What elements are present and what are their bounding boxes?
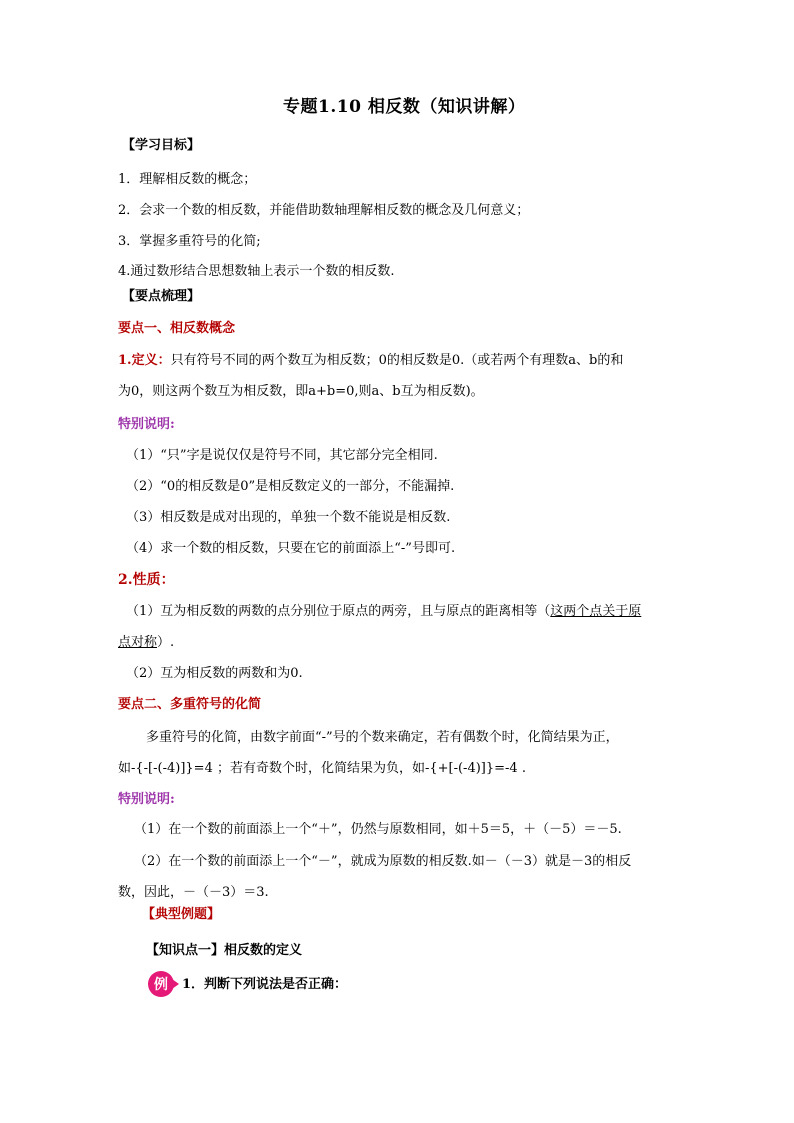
topic-header: 【知识点一】相反数的定义	[146, 943, 303, 958]
property-text: （1）互为相反数的两数的点分别位于原点的两旁，且与原点的距离相等（	[126, 604, 551, 619]
example-badge-icon: 例	[148, 971, 174, 997]
definition-line-2: 为0，则这两个数互为相反数，即a+b=0,则a、b互为相反数)。	[118, 384, 484, 399]
note-item: （1）“只”字是说仅仅是符号不同，其它部分完全相同.	[126, 448, 438, 463]
point2-paragraph-cont: 如-{-[-(-4)]}=4 ；若有奇数个时，化简结果为负，如-{+[-(-4)]}=-4 .	[118, 761, 526, 776]
property-item-1-cont	[118, 634, 174, 652]
goal-item: 3．掌握多重符号的化简;	[118, 234, 261, 249]
property-label: 2.性质：	[118, 572, 175, 588]
property-item-2: （2）互为相反数的两数和为0.	[126, 666, 303, 681]
note-item-cont: 数，因此，－（－3）＝3.	[118, 885, 269, 900]
note-item: （2）“0的相反数是0”是相反数定义的一部分，不能漏掉.	[126, 479, 455, 494]
point1-header: 要点一、相反数概念	[118, 321, 236, 336]
point2-paragraph: 多重符号的化简，由数字前面“-”号的个数来确定，若有偶数个时，化简结果为正，	[146, 730, 619, 745]
goal-item: 4.通过数形结合思想数轴上表示一个数的相反数.	[118, 264, 395, 279]
page-title: 专题1.10 相反数（知识讲解）	[283, 97, 526, 117]
definition-line	[118, 352, 623, 370]
note-item: （2）在一个数的前面添上一个“－”，就成为原数的相反数.如－（－3）就是－3的相反	[134, 854, 632, 869]
note-item: （1）在一个数的前面添上一个“＋”，仍然与原数相同，如＋5＝5，＋（－5）＝－5.	[134, 822, 622, 837]
note-item: （4）求一个数的相反数，只要在它的前面添上“-”号即可.	[126, 541, 456, 556]
note-item: （3）相反数是成对出现的，单独一个数不能说是相反数.	[126, 510, 451, 525]
definition-text: 只有符号不同的两个数互为相反数；0的相反数是0.（或若两个有理数a、b的和	[170, 353, 624, 368]
definition-label: 1.定义：	[118, 353, 171, 368]
point2-header: 要点二、多重符号的化简	[118, 697, 262, 712]
underlined-text: 这两个点关于原	[550, 604, 642, 619]
question-1: 1．判断下列说法是否正确：	[182, 977, 348, 992]
goal-item: 1．理解相反数的概念；	[118, 172, 257, 187]
special-note-header: 特别说明:	[118, 792, 175, 807]
property-text: ）.	[157, 635, 175, 650]
special-note-header: 特别说明:	[118, 417, 175, 432]
review-header: 【要点梳理】	[122, 289, 201, 304]
underlined-text: 点对称	[118, 635, 158, 650]
goal-item: 2．会求一个数的相反数，并能借助数轴理解相反数的概念及几何意义；	[118, 203, 530, 218]
examples-header: 【典型例题】	[142, 907, 221, 922]
goals-header: 【学习目标】	[122, 138, 201, 153]
property-item-1	[126, 603, 641, 621]
